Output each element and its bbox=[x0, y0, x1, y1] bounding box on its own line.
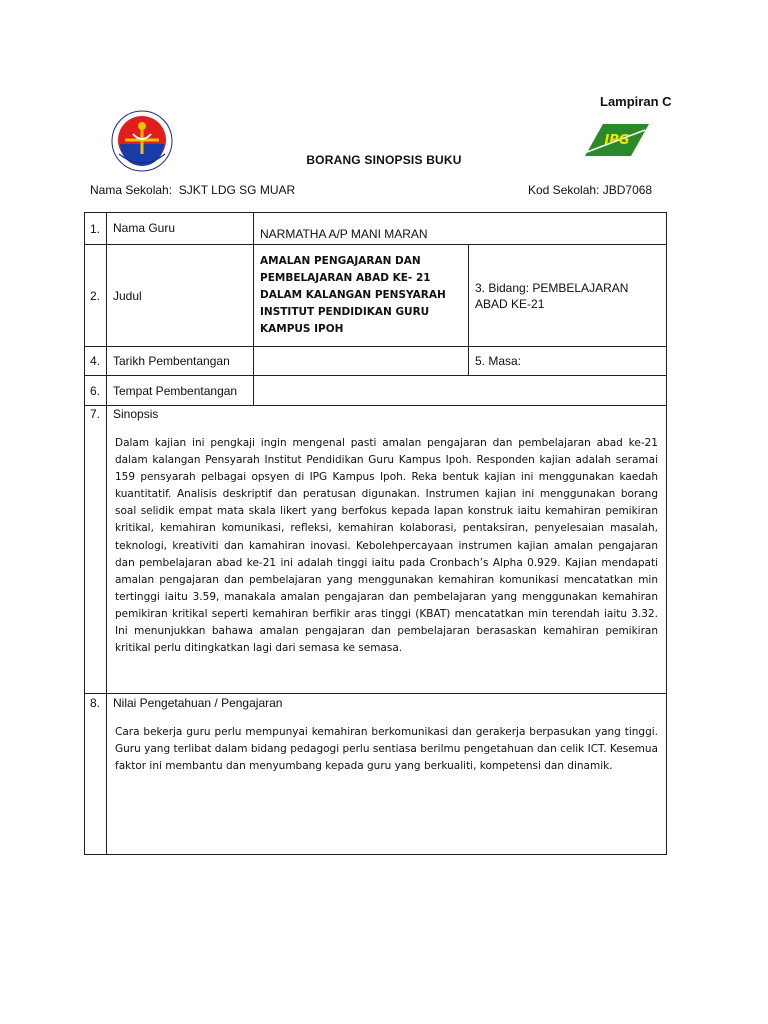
row-number: 1. bbox=[85, 213, 107, 245]
synopsis-label: Sinopsis bbox=[113, 407, 159, 421]
row-number: 4. bbox=[85, 347, 107, 376]
synopsis-cell bbox=[107, 406, 667, 694]
date-value bbox=[254, 347, 469, 376]
school-name-line bbox=[90, 183, 295, 197]
row-number: 7. bbox=[85, 406, 107, 694]
row-number: 8. bbox=[85, 694, 107, 855]
form-title: BORANG SINOPSIS BUKU bbox=[306, 153, 462, 167]
row-nama-guru bbox=[85, 213, 667, 245]
school-name-value: SJKT LDG SG MUAR bbox=[178, 183, 296, 197]
lampiran-label: Lampiran C bbox=[600, 94, 672, 109]
row-judul bbox=[85, 245, 667, 347]
school-code-label: Kod Sekolah: bbox=[528, 183, 600, 197]
value-cell bbox=[107, 694, 667, 855]
ipg-logo-text: IPG bbox=[604, 133, 630, 148]
teacher-name-value: NARMATHA A/P MANI MARAN bbox=[254, 213, 667, 245]
school-code-value: JBD7068 bbox=[602, 183, 653, 197]
row-sinopsis bbox=[85, 406, 667, 694]
value-text: Cara bekerja guru perlu mempunyai kemahiran berkomunikasi dan gerakerja berpasukan yang tinggi. Guru yang terlibat dalam bidang pedagogi perlu sentiasa berilmu pengetahuan dan celik ICT. Kesemua faktor ini membantu dan menyumbang kepada guru yang berkualiti, kompetensi dan dinamik. bbox=[115, 726, 658, 773]
row-number: 2. bbox=[85, 245, 107, 347]
row-label: Tarikh Pembentangan bbox=[107, 347, 254, 376]
row-label: Tempat Pembentangan bbox=[107, 376, 254, 406]
row-nilai bbox=[85, 694, 667, 855]
row-number: 6. bbox=[85, 376, 107, 406]
venue-value bbox=[254, 376, 667, 406]
row-label: Judul bbox=[107, 245, 254, 347]
row-tempat bbox=[85, 376, 667, 406]
field-value: 3. Bidang: PEMBELAJARAN ABAD KE-21 bbox=[469, 245, 667, 347]
row-label: Nama Guru bbox=[107, 213, 254, 245]
value-label: Nilai Pengetahuan / Pengajaran bbox=[113, 696, 283, 710]
row-tarikh bbox=[85, 347, 667, 376]
school-code-line bbox=[528, 183, 652, 197]
title-value: AMALAN PENGAJARAN DAN PEMBELAJARAN ABAD KE- 21 DALAM KALANGAN PENSYARAH INSTITUT PENDIDIKAN GURU KAMPUS IPOH bbox=[254, 245, 469, 347]
synopsis-form-table bbox=[84, 212, 667, 855]
school-name-label: Nama Sekolah: bbox=[90, 183, 173, 197]
duration-label: 5. Masa: bbox=[469, 347, 667, 376]
synopsis-text: Dalam kajian ini pengkaji ingin mengenal pasti amalan pengajaran dan pembelajaran abad ke-21 dalam kalangan Pensyarah Institut Pendidikan Guru Kampus Ipoh. Responden kajian adalah seramai 159 pensyarah pelbagai opsyen di IPG Kampus Ipoh. Reka bentuk kajian ini menggunakan kaedah kuantitatif. Analisis deskriptif dan peratusan digunakan. Instrumen kajian ini menggunakan borang soal selidik empat mata skala likert yang berfokus kepada lapan konstruk iaitu kemahiran pemikiran kritikal, kemahiran komunikasi, refleksi, kemahiran kolaborasi, pentaksiran, penyelesaian masalah, teknologi, kreativiti dan kamahiran inovasi. Kebolehpercayaan instrumen kajian amalan pengajaran dan pembelajaran abad ke-21 ini adalah tinggi iaitu pada Cronbach’s Alpha 0.929. Kajian mendapati amalan pengajaran dan pembelajaran yang menggunakan kemahiran komunikasi mencatatkan min tertinggi iaitu 3.59, manakala amalan pengajaran dan pembelajaran yang menggunakan kemahiran pemikiran kritikal seperti kemahiran berfikir aras tinggi (KBAT) mencatatkan min terendah iaitu 3.32. Ini menunjukkan bahawa amalan pengajaran dan pembelajaran berasaskan kemahiran pemikiran kritikal perlu ditingkatkan lagi dari semasa ke semasa. bbox=[115, 437, 658, 655]
